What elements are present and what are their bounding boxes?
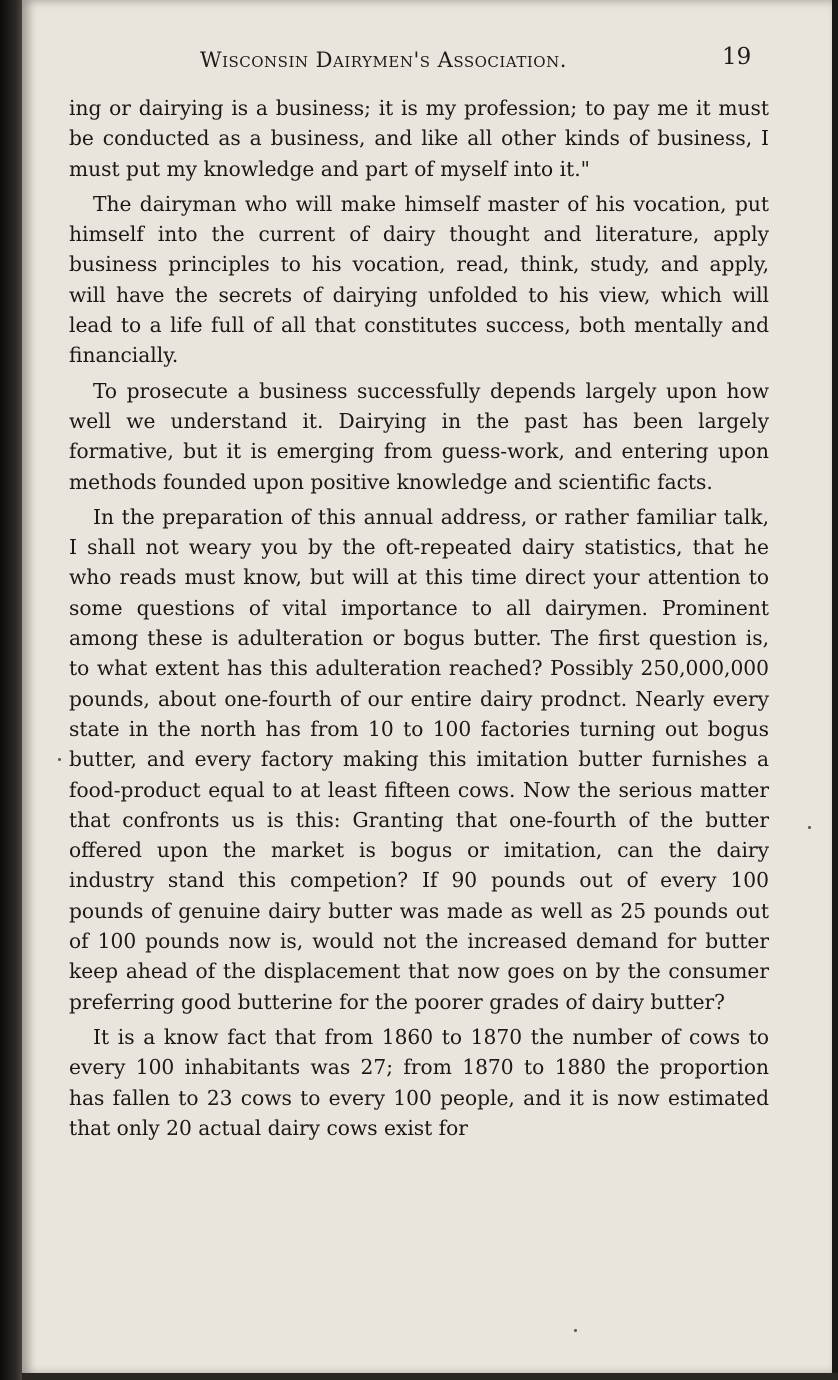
- body-text: [69, 93, 769, 1148]
- paragraph: It is a know fact that from 1860 to 1870 the number of cows to every 100 inhabitants was 27; from 1870 to 1880 the proportion has fallen to 23 cows to every 100 people, and it is now estimated that only 20 actual dairy cows exist for: [69, 1024, 769, 1140]
- page-speck: [58, 758, 61, 761]
- book-page: [22, 0, 832, 1375]
- paragraph: In the preparation of this annual address, or rather familiar talk, I shall not weary you by the oft-repeated dairy statistics, that he who reads must know, but will at this time direct your attention to some questions of vital importance to all dairymen. Prominent among these is adulteration or bogus butter. The first question is, to what extent has this adulteration reached? Possibly 250,000,000 pounds, about one-fourth of our entire dairy prodnct. Nearly every state in the north has from 10 to 100 factories turning out bogus butter, and every factory making this imitation butter furnishes a food-product equal to at least fifteen cows. Now the serious matter that confronts us is this: Granting that one-fourth of the butter offered upon the market is bogus or imitation, can the dairy industry stand this competion? If 90 pounds out of every 100 pounds of genuine dairy butter was made as well as 25 pounds out of 100 pounds now is, would not the increased demand for butter keep ahead of the displacement that now goes on by the consumer preferring good butterine for the poorer grades of dairy butter?: [69, 504, 769, 1014]
- paragraph: To prosecute a business successfully depends largely upon how well we understand it. Dairying in the past has been largely formative, but it is emerging from guess-work, and entering upon methods founded upon positive knowledge and scientific facts.: [69, 378, 769, 494]
- page-speck: [574, 1329, 577, 1332]
- page-speck: [808, 826, 811, 829]
- paragraph: The dairyman who will make himself master of his vocation, put himself into the current of dairy thought and literature, apply business principles to his vocation, read, think, study, and apply, will have the secrets of dairying unfolded to his view, which will lead to a life full of all that constitutes success, both mentally and financially.: [69, 191, 769, 368]
- page-number: 19: [722, 44, 752, 70]
- page-header: [22, 44, 832, 84]
- running-title: Wisconsin Dairymen's Association.: [200, 48, 567, 72]
- book-spine-shadow: [0, 0, 22, 1380]
- page-bottom-edge: [22, 1373, 838, 1380]
- paragraph-continued: ing or dairying is a business; it is my profession; to pay me it must be conducted as a business, and like all other kinds of business, I must put my knowledge and part of myself into it.": [69, 96, 769, 181]
